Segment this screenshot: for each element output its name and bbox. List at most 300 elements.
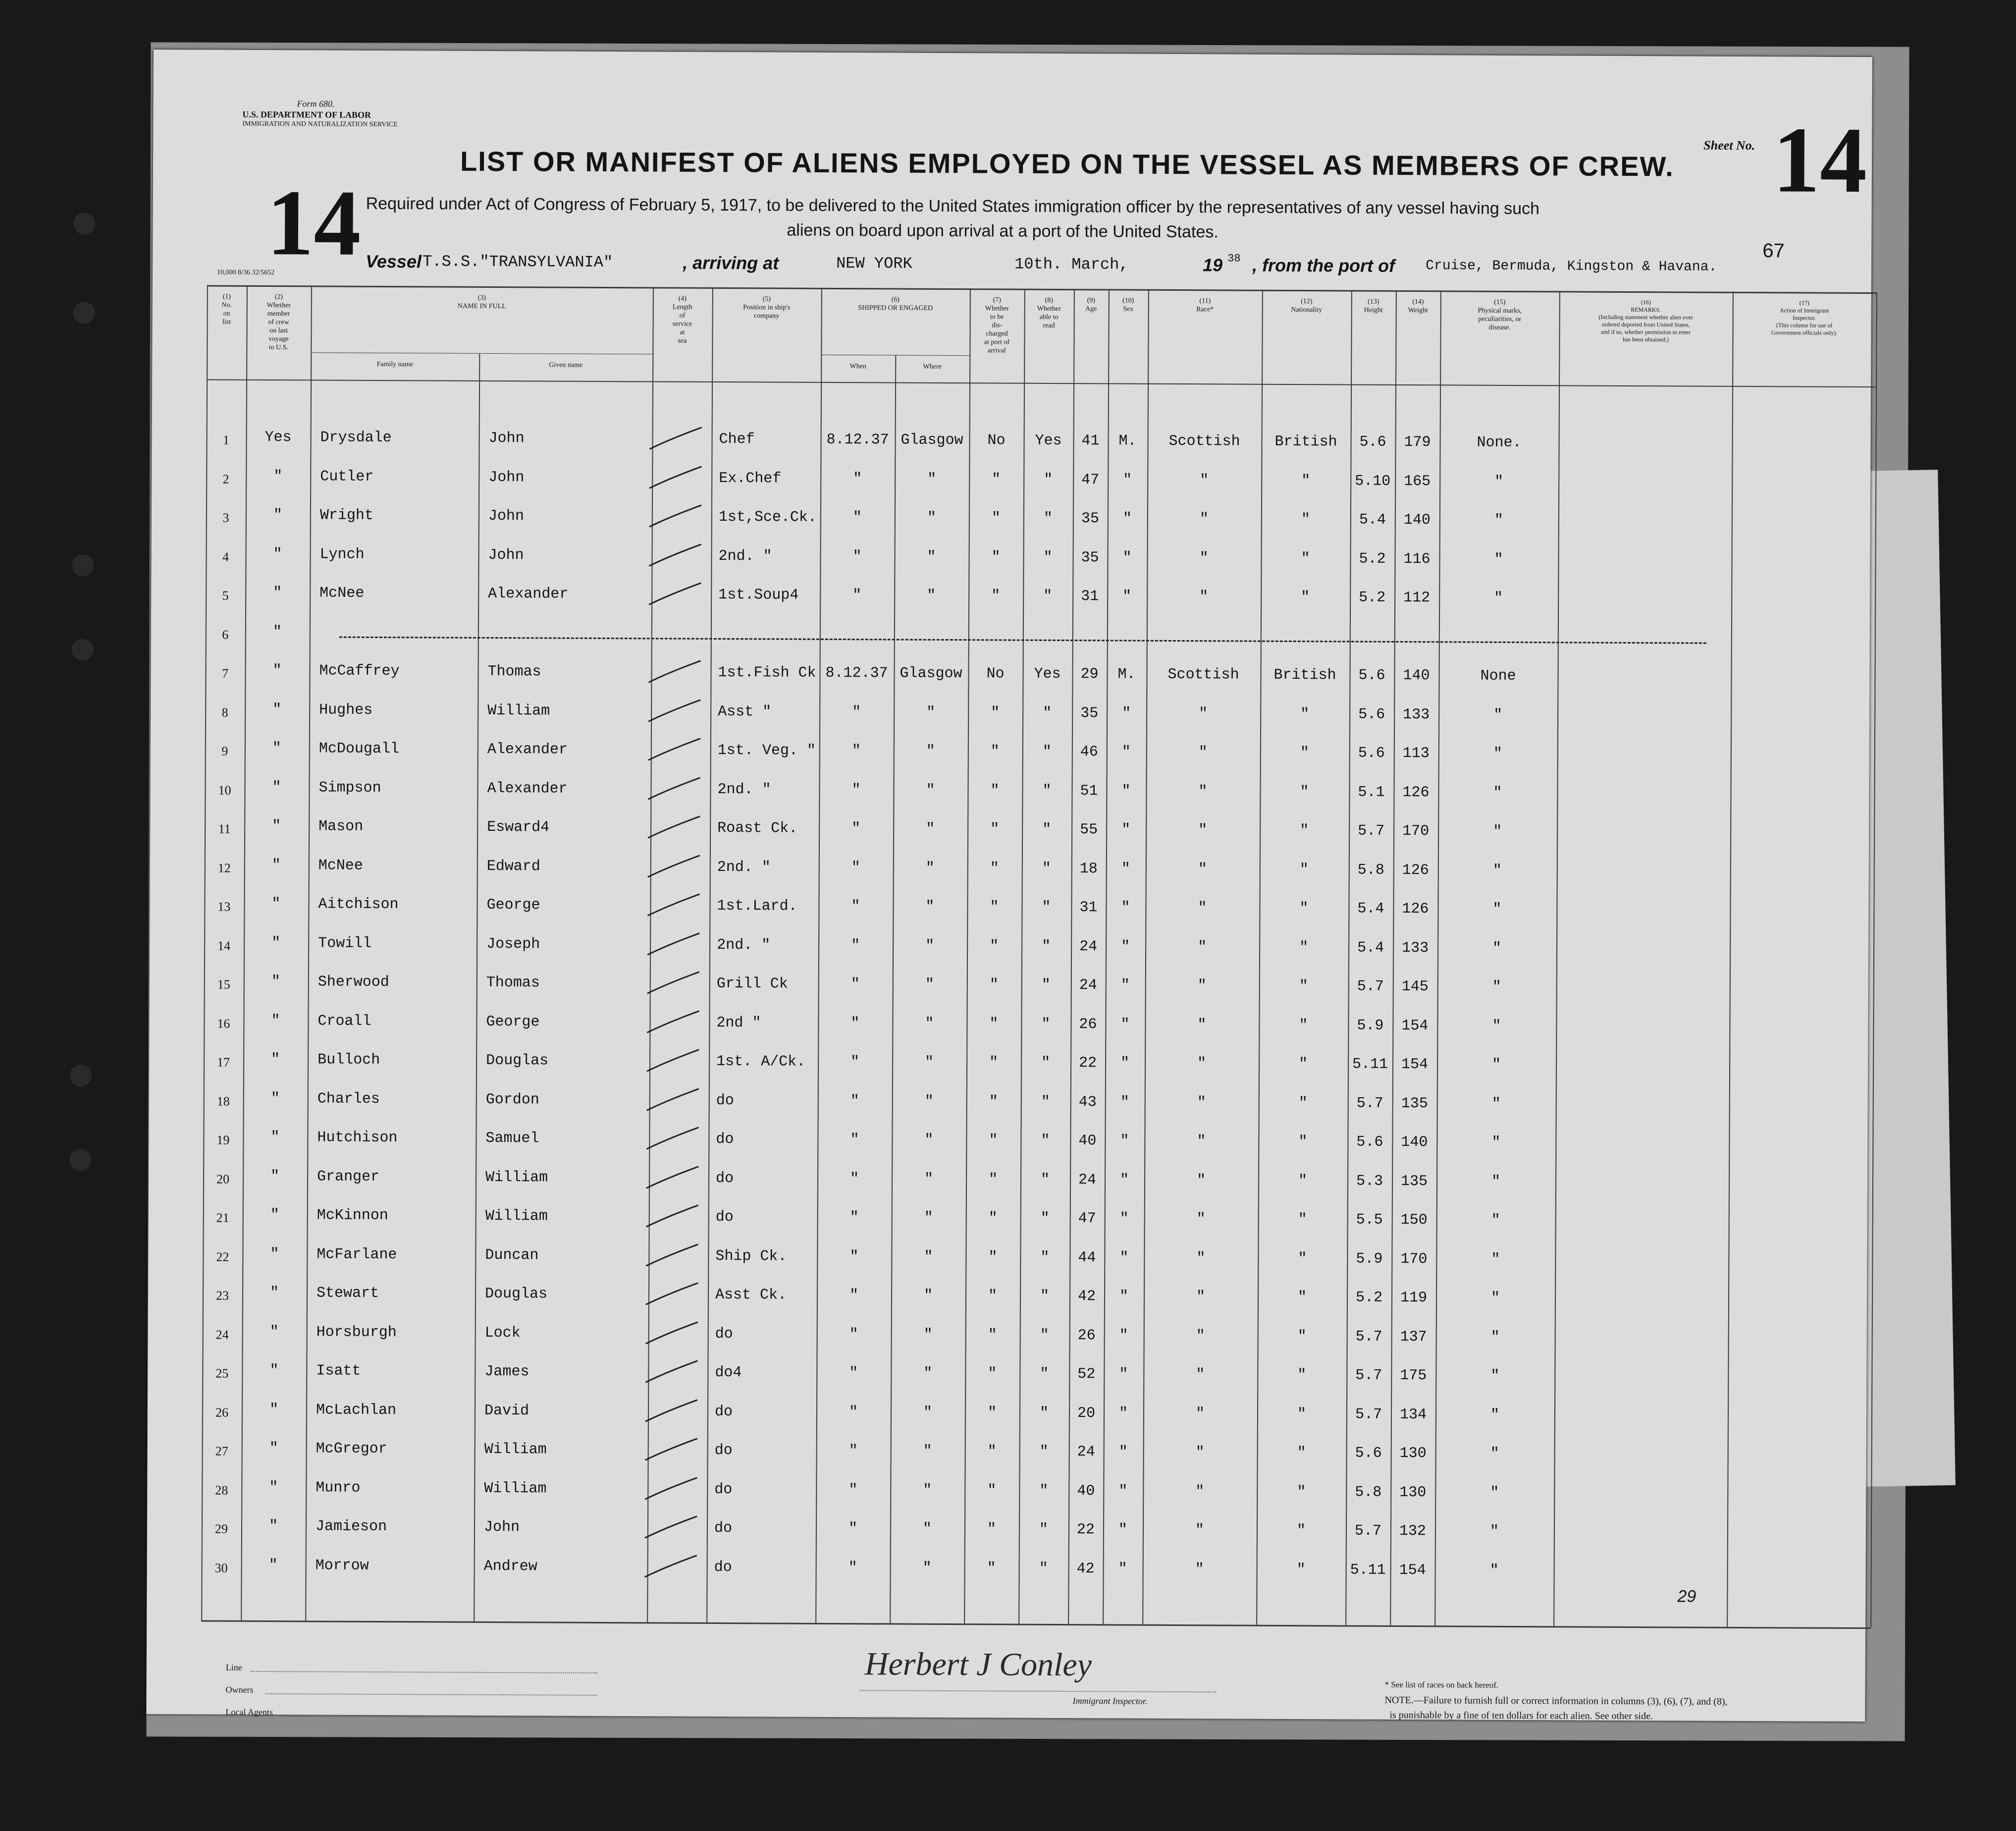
row-physical-marks: " [1494, 590, 1503, 607]
row-sex: " [1119, 1288, 1129, 1305]
row-age: 26 [1079, 1016, 1097, 1033]
row-given-name: Joseph [486, 935, 540, 953]
row-sex: " [1118, 1521, 1128, 1539]
row-weight: 126 [1402, 862, 1429, 879]
column-header-sex: (10) Sex [1122, 297, 1134, 313]
row-list-number: 5 [222, 588, 229, 603]
row-position: do [714, 1442, 733, 1459]
row-shipped-where: " [927, 548, 936, 566]
row-height: 5.6 [1358, 745, 1385, 762]
form-number: Form 680. [297, 99, 335, 109]
row-height: 5.8 [1355, 1484, 1382, 1501]
row-physical-marks: " [1490, 1329, 1500, 1346]
row-physical-marks: " [1490, 1290, 1500, 1307]
row-discharged: " [991, 510, 1001, 527]
row-age: 22 [1079, 1055, 1097, 1072]
row-family-name: Hughes [319, 701, 373, 719]
row-age: 35 [1081, 549, 1099, 567]
row-weight: 130 [1399, 1445, 1427, 1462]
row-weight: 130 [1399, 1484, 1427, 1502]
row-able-to-read: " [1042, 899, 1051, 916]
column-header-physical-marks: (15) Physical marks, peculiarities, or disease. [1478, 298, 1522, 331]
row-able-to-read: " [1039, 1521, 1049, 1538]
row-shipped-when: " [849, 1287, 859, 1304]
row-family-name: McLachlan [316, 1401, 397, 1419]
row-list-number: 26 [215, 1405, 229, 1420]
row-age: 24 [1079, 938, 1098, 956]
footnote-races: * See list of races on back hereof. [1384, 1679, 1499, 1690]
row-sex: " [1119, 1172, 1129, 1189]
row-list-number: 17 [217, 1055, 230, 1070]
row-previous-voyage: " [269, 1324, 279, 1341]
row-family-name: Stewart [316, 1285, 379, 1302]
row-shipped-when: " [850, 976, 860, 993]
row-age: 51 [1080, 783, 1098, 800]
row-age: 47 [1081, 472, 1100, 489]
column-header-previous-voyage: (2) Whether member of crew on last voyage to U.S. [266, 293, 291, 352]
row-shipped-where: Glasgow [901, 431, 963, 449]
row-able-to-read: " [1039, 1443, 1049, 1460]
row-weight: 170 [1402, 823, 1430, 840]
row-list-number: 15 [217, 977, 230, 992]
table-row [149, 1012, 1868, 1049]
row-previous-voyage: " [271, 1051, 280, 1069]
service-check-mark [647, 462, 706, 492]
row-nationality: " [1297, 1484, 1306, 1501]
row-weight: 140 [1403, 667, 1430, 685]
row-physical-marks: " [1491, 1095, 1501, 1113]
column-header-height: (13) Height [1364, 298, 1383, 314]
row-sex: " [1118, 1483, 1128, 1500]
table-bottom-rule [201, 1620, 1870, 1629]
punch-hole [73, 213, 95, 234]
table-row [149, 1090, 1868, 1127]
row-position: Asst " [718, 703, 772, 721]
row-given-name: John [488, 430, 525, 447]
row-position: 2nd. " [717, 936, 771, 954]
table-row [147, 1440, 1866, 1477]
table-row [151, 545, 1870, 583]
row-position: Ex.Chef [719, 470, 782, 487]
row-sex: " [1121, 861, 1130, 878]
punch-hole [72, 554, 94, 576]
row-physical-marks: " [1492, 978, 1501, 996]
row-height: 5.6 [1358, 706, 1385, 723]
row-position: do [715, 1208, 734, 1226]
row-age: 35 [1081, 510, 1099, 528]
row-previous-voyage: " [273, 546, 282, 563]
row-age: 40 [1078, 1132, 1097, 1150]
row-race: " [1195, 1405, 1205, 1423]
row-height: 5.11 [1350, 1562, 1386, 1579]
row-weight: 145 [1401, 978, 1429, 996]
row-able-to-read: " [1043, 510, 1053, 527]
row-age: 26 [1077, 1327, 1096, 1345]
row-physical-marks: None. [1477, 434, 1522, 452]
row-list-number: 29 [214, 1521, 228, 1536]
owners-label: Owners [225, 1684, 254, 1695]
row-able-to-read: " [1039, 1404, 1049, 1422]
row-height: 5.4 [1357, 900, 1384, 917]
row-able-to-read: " [1042, 743, 1052, 760]
table-row [151, 584, 1870, 621]
row-able-to-read: " [1041, 976, 1051, 994]
subtitle-line-2: aliens on board upon arrival at a port of the United States. [787, 220, 1219, 242]
row-shipped-where: " [923, 1365, 933, 1382]
row-shipped-when: " [849, 1404, 858, 1421]
row-discharged: " [987, 1521, 997, 1538]
row-height: 5.7 [1356, 1095, 1383, 1112]
row-discharged: " [989, 1132, 998, 1149]
row-previous-voyage: " [270, 1168, 280, 1185]
column-header-position: (5) Position in ship's company [743, 295, 791, 320]
row-nationality: " [1299, 862, 1309, 879]
row-family-name: Sherwood [318, 973, 389, 991]
service-check-mark [646, 696, 705, 726]
row-given-name: John [488, 507, 524, 525]
row-family-name: Aitchison [318, 896, 399, 914]
row-shipped-when: " [849, 1209, 859, 1227]
row-sex: " [1122, 510, 1132, 528]
row-able-to-read: Yes [1035, 432, 1062, 450]
vessel-label: Vessel [366, 251, 422, 272]
row-physical-marks: " [1494, 473, 1504, 490]
row-age: 31 [1079, 899, 1098, 916]
row-given-name: John [488, 546, 524, 564]
row-physical-marks: " [1492, 940, 1502, 957]
row-discharged: No [986, 665, 1005, 683]
row-able-to-read: " [1042, 782, 1052, 800]
row-height: 5.7 [1358, 822, 1385, 840]
service-check-mark [643, 1240, 703, 1270]
table-row [148, 1362, 1866, 1399]
row-age: 22 [1076, 1521, 1095, 1539]
row-able-to-read: " [1040, 1327, 1049, 1344]
row-nationality: " [1300, 745, 1309, 762]
service-check-mark [642, 1512, 702, 1542]
local-agents-label: Local Agents [225, 1707, 273, 1718]
table-row [152, 429, 1870, 466]
row-shipped-where: " [927, 587, 936, 604]
row-weight: 154 [1401, 1056, 1429, 1074]
row-family-name: McNee [318, 857, 363, 874]
row-race: " [1196, 1211, 1206, 1228]
service-check-mark [643, 1396, 702, 1426]
margin-note: 29 [1677, 1587, 1697, 1606]
row-physical-marks: " [1492, 901, 1502, 918]
row-race: " [1196, 1250, 1206, 1267]
row-family-name: McFarlane [317, 1246, 397, 1264]
row-height: 5.8 [1357, 862, 1384, 879]
row-list-number: 27 [215, 1444, 228, 1458]
row-list-number: 4 [222, 549, 229, 564]
row-nationality: " [1297, 1328, 1307, 1346]
row-position: 1st.Soup4 [718, 586, 799, 604]
column-header-inspector-action: (17) Action of Immigrant Inspector. (This column for use of Government officials only). [1771, 299, 1838, 336]
row-position: do [716, 1131, 734, 1148]
row-able-to-read: " [1043, 549, 1053, 566]
row-position: 1st.Lard. [717, 897, 797, 915]
sheet-number: 14 [1772, 108, 1867, 213]
row-given-name: William [484, 1441, 547, 1458]
row-race: " [1197, 1055, 1207, 1073]
row-position: 2nd. " [717, 859, 771, 876]
row-shipped-when: " [852, 587, 862, 604]
row-family-name: Lynch [319, 546, 365, 563]
row-given-name: Edward [486, 858, 540, 875]
service-check-mark [644, 1162, 703, 1192]
row-family-name: McNee [319, 585, 365, 602]
row-height: 5.6 [1355, 1445, 1382, 1462]
row-race: " [1197, 977, 1207, 995]
column-header-service-length: (4) Length of service at sea [672, 295, 692, 345]
row-nationality: British [1274, 433, 1337, 451]
row-discharged: " [990, 938, 999, 955]
row-able-to-read: " [1041, 1016, 1051, 1033]
row-height: 5.11 [1352, 1056, 1388, 1073]
row-position: do [714, 1403, 733, 1421]
row-sex: " [1122, 705, 1131, 722]
row-physical-marks: " [1490, 1484, 1499, 1502]
row-able-to-read: " [1039, 1482, 1049, 1500]
row-list-number: 25 [215, 1366, 229, 1381]
row-race: " [1198, 939, 1207, 956]
row-list-number: 12 [217, 861, 231, 875]
row-age: 31 [1081, 588, 1099, 605]
row-nationality: " [1298, 1173, 1308, 1190]
service-check-mark [644, 1045, 704, 1076]
row-discharged: " [991, 704, 1000, 722]
row-height: 5.7 [1354, 1522, 1382, 1540]
row-nationality: " [1299, 1017, 1308, 1034]
row-weight: 133 [1403, 706, 1430, 724]
row-family-name: Wright [319, 507, 374, 524]
row-able-to-read: " [1039, 1560, 1048, 1577]
row-weight: 179 [1404, 434, 1431, 451]
row-nationality: " [1298, 1250, 1307, 1268]
row-position: 1st,Sce.Ck. [718, 508, 817, 526]
row-discharged: " [990, 899, 999, 916]
row-age: 35 [1080, 705, 1099, 722]
row-position: do [715, 1325, 733, 1343]
row-list-number: 19 [216, 1132, 230, 1147]
row-discharged: " [992, 471, 1001, 488]
row-position: Chef [719, 431, 755, 448]
row-weight: 135 [1400, 1173, 1428, 1190]
row-shipped-where: " [923, 1404, 933, 1421]
row-sex: " [1118, 1444, 1128, 1461]
service-check-mark [645, 968, 704, 998]
row-height: 5.9 [1357, 1017, 1384, 1034]
stamp-number: 14 [266, 171, 361, 275]
row-position: do4 [715, 1364, 742, 1382]
table-row [150, 857, 1869, 894]
row-position: Grill Ck [716, 975, 788, 993]
row-previous-voyage: " [271, 973, 280, 991]
row-given-name: William [485, 1169, 548, 1186]
row-previous-voyage: " [268, 1518, 278, 1535]
table-row [147, 1479, 1866, 1516]
row-family-name: Jamieson [315, 1518, 387, 1536]
service-check-mark [644, 1201, 703, 1231]
row-nationality [1261, 628, 1350, 629]
row-weight: 165 [1404, 473, 1431, 490]
row-weight: 150 [1400, 1212, 1428, 1229]
row-able-to-read: " [1042, 860, 1051, 877]
row-height: 5.6 [1356, 1133, 1383, 1151]
service-check-mark [646, 734, 705, 764]
row-shipped-when: " [849, 1365, 858, 1382]
row-able-to-read: " [1041, 1132, 1050, 1149]
row-shipped-where: " [925, 860, 935, 877]
service-check-mark [646, 579, 706, 609]
row-able-to-read: " [1044, 471, 1053, 488]
service-check-mark [643, 1434, 702, 1464]
row-physical-marks: " [1490, 1367, 1500, 1385]
row-given-name: John [488, 469, 525, 486]
row-given-name: David [484, 1402, 530, 1420]
row-physical-marks: " [1491, 1134, 1501, 1151]
row-discharged: " [988, 1249, 998, 1266]
service-check-mark [647, 423, 706, 453]
service-check-mark [643, 1356, 702, 1387]
row-able-to-read: " [1042, 938, 1051, 955]
row-race: " [1199, 511, 1209, 528]
row-family-name: Simpson [318, 779, 381, 797]
row-list-number: 28 [215, 1483, 228, 1498]
row-shipped-where: " [926, 820, 935, 838]
row-shipped-when: " [848, 1520, 858, 1538]
service-check-mark [645, 851, 705, 881]
row-discharged: " [991, 588, 1001, 605]
row-sex: " [1118, 1405, 1128, 1422]
row-given-name: James [484, 1363, 530, 1381]
row-race: " [1197, 1017, 1207, 1034]
row-previous-voyage: " [272, 779, 281, 797]
row-position: do [716, 1092, 734, 1110]
page-title: LIST OR MANIFEST OF ALIENS EMPLOYED ON THE VESSEL AS MEMBERS OF CREW. [460, 145, 1674, 182]
row-given-name: Douglas [484, 1285, 548, 1303]
column-header-shipped: (6) SHIPPED OR ENGAGED [858, 296, 933, 312]
row-sex: " [1121, 783, 1131, 800]
row-previous-voyage: Yes [265, 429, 292, 446]
table-row [148, 1284, 1867, 1321]
row-position: 1st. Veg. " [717, 742, 816, 759]
row-position: Asst Ck. [715, 1286, 787, 1304]
row-previous-voyage: " [273, 585, 282, 602]
row-list-number: 11 [218, 821, 231, 836]
row-list-number: 10 [218, 783, 231, 798]
service-check-mark [646, 540, 706, 570]
row-shipped-when: " [849, 1443, 858, 1460]
row-age: 29 [1080, 666, 1099, 683]
row-discharged: " [990, 821, 1000, 838]
row-previous-voyage: " [270, 1246, 279, 1263]
row-position: 2nd " [716, 1014, 761, 1032]
page-number: 67 [1762, 240, 1785, 262]
service-check-mark [647, 501, 706, 531]
row-physical-marks: " [1494, 512, 1503, 529]
line-field [251, 1671, 597, 1673]
row-height: 5.9 [1356, 1250, 1383, 1268]
row-able-to-read: " [1040, 1288, 1050, 1305]
row-list-number: 2 [222, 472, 229, 486]
inspector-signature: Herbert J Conley [864, 1646, 1092, 1683]
row-shipped-when: " [852, 509, 862, 527]
row-age: 47 [1078, 1210, 1096, 1228]
row-family-name: Charles [317, 1090, 380, 1108]
row-given-name: Douglas [486, 1052, 549, 1070]
row-list-number: 23 [215, 1288, 229, 1303]
row-shipped-where: " [923, 1287, 933, 1304]
sheet-no-label: Sheet No. [1703, 138, 1755, 153]
row-sex: " [1119, 1249, 1129, 1267]
row-family-name: Horsburgh [316, 1324, 397, 1342]
row-previous-voyage: " [271, 896, 281, 913]
column-header-weight: (14) Weight [1408, 298, 1428, 315]
line-label: Line [225, 1662, 242, 1672]
row-shipped-where: " [925, 937, 935, 955]
row-sex: " [1122, 588, 1132, 605]
row-discharged: " [989, 1093, 998, 1111]
table-row [151, 740, 1869, 777]
row-family-name: Isatt [316, 1362, 361, 1380]
row-given-name: George [486, 896, 540, 914]
row-discharged: " [990, 860, 999, 877]
column-header-where: Where [923, 363, 942, 371]
column-header-family-name: Family name [376, 360, 414, 369]
row-shipped-when: " [848, 1560, 857, 1577]
row-nationality: " [1300, 822, 1309, 840]
row-race: " [1196, 1289, 1206, 1306]
row-nationality: " [1301, 589, 1310, 606]
subtitle-line-1: Required under Act of Congress of February 5, 1917, to be delivered to the United States immigration officer by the representatives of any vessel having such [366, 194, 1540, 218]
row-race: " [1198, 822, 1208, 839]
table-row [150, 817, 1869, 855]
row-shipped-where: " [924, 1248, 933, 1266]
row-nationality: " [1298, 1211, 1307, 1229]
row-family-name: Croall [318, 1013, 371, 1030]
service-check-mark [644, 1084, 704, 1115]
row-shipped-where: " [926, 743, 935, 760]
row-previous-voyage: " [273, 507, 282, 524]
service-check-mark [645, 812, 705, 842]
row-discharged: " [990, 782, 1000, 800]
row-shipped-when: " [850, 1093, 859, 1110]
row-shipped-where: " [924, 1131, 934, 1149]
row-list-number: 30 [214, 1561, 228, 1575]
row-height: 5.4 [1359, 511, 1386, 529]
row-able-to-read: " [1041, 1093, 1050, 1111]
row-sex: " [1120, 1016, 1130, 1033]
year-prefix: 19 [1203, 255, 1223, 275]
row-shipped-where: " [924, 1093, 934, 1110]
row-weight: 126 [1402, 901, 1429, 918]
row-nationality: " [1297, 1406, 1307, 1423]
row-nationality: " [1300, 706, 1310, 723]
row-weight: 113 [1402, 745, 1430, 762]
row-age: 41 [1081, 432, 1100, 450]
row-sex: " [1120, 1055, 1130, 1072]
row-able-to-read: " [1040, 1171, 1050, 1188]
row-list-number: 14 [217, 938, 231, 953]
row-weight: 119 [1400, 1290, 1428, 1307]
row-shipped-when: " [851, 782, 861, 799]
column-header-when: When [849, 363, 866, 371]
column-header-discharged: (7) Whether to be dis- charged at port of arrival [984, 296, 1010, 355]
row-given-name: William [485, 1207, 548, 1225]
row-position: do [714, 1519, 733, 1537]
